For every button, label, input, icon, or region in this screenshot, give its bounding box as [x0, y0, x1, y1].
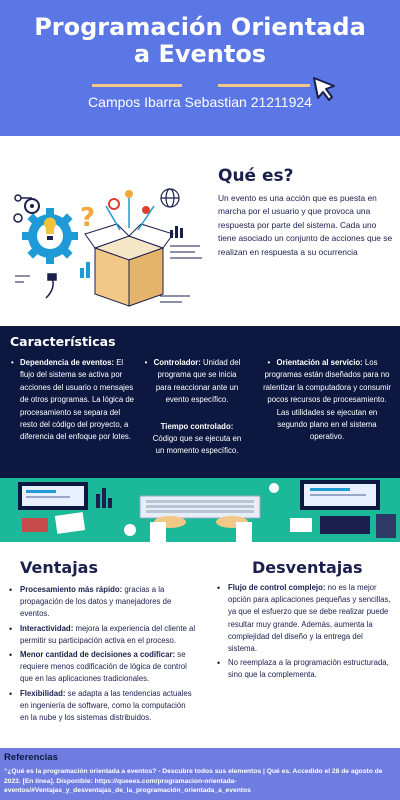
ventajas-list: [20, 584, 196, 726]
list-item: [228, 582, 392, 655]
desventaja-label: Flujo de control complejo:: [228, 583, 326, 592]
caracteristica-label: Tiempo controlado:: [160, 421, 234, 431]
svg-text:?: ?: [80, 203, 96, 233]
list-item: [228, 657, 392, 681]
referencias-title: Referencias: [4, 752, 58, 763]
ventaja-text: se requiere menos codificación de lógica de control que en las aplicaciones tradicionales.: [20, 650, 187, 684]
laptop-icon: [18, 482, 88, 510]
caracteristica-text: Código que se ejecuta en un momento específico.: [152, 434, 242, 456]
gear-icon: [22, 208, 78, 264]
ventaja-label: Interactividad:: [20, 623, 74, 633]
decorative-line-left: [92, 84, 182, 87]
workspace-banner: [0, 478, 400, 542]
desventajas-title: Desventajas: [252, 558, 363, 577]
referencias-text: “¿Qué es la programación orientada a eventos? - Descubre todos sus elementos | Qué es. Accedido el 28 de agosto de 2023. [En línea]. Disponible: https://queees.com/programacion-orientada-eventos/#Ventajas_y_desventajas_de_la_programación_orientada_a_eventos: [4, 768, 383, 795]
caracteristicas-section: [0, 326, 400, 478]
ventaja-text: gracias a la propagación de los datos y manejadores de eventos.: [20, 585, 172, 619]
monitor-icon: [300, 480, 380, 510]
ventaja-text: se adapta a las tendencias actuales en ingeniería de software, como la computación en la nube y los sistemas distribuidos.: [20, 688, 192, 723]
ventaja-text: mejora la experiencia del cliente al permitir su participación activa en el proceso.: [20, 623, 196, 645]
title-line-1: Programación Orientada: [34, 13, 366, 41]
event-illustration: [10, 176, 210, 316]
ventaja-label: Menor cantidad de decisiones a codificar:: [20, 650, 176, 660]
que-es-text: Un evento es una acción que es puesta en marcha por el usuario y que provoca una respuesta por parte del sistema. Cada uno tiene asociado un conjunto de acciones que se realizan en respuesta a su ocurrencia: [218, 193, 393, 257]
ventaja-label: Procesamiento más rápido:: [20, 585, 123, 594]
caracteristica-text: Unidad del programa que se inicia para reaccionar ante un evento específico.: [155, 358, 241, 405]
author-name: Campos Ibarra Sebastian 21211924: [88, 94, 312, 110]
desventaja-text: no es la mejor opción para aplicaciones pequeñas y sencillas, ya que el esfuerzo que se debe realizar puede resultar muy grande. Además, aumenta la complejidad del diseño y la entrega del sistema.: [228, 583, 391, 654]
caracteristicas-title: Características: [10, 334, 116, 349]
list-item: [20, 688, 196, 725]
referencias-section: [0, 748, 400, 800]
caracteristica-text: Los programas están diseñados para no ralentizar la computadora y consumir pocos recursos de procesamiento. Las utilidades se ejecutan en segundo plano en el sistema operativo.: [263, 358, 391, 442]
que-es-title: Qué es?: [218, 166, 294, 186]
caracteristica-text: El flujo del sistema se activa por acciones del usuario o mensajes de otros programas. La lógica de procesamiento se separa del resto del código del proyecto, a diferencia del enfoque por lotes.: [20, 358, 134, 442]
ventajas-title: Ventajas: [20, 558, 98, 577]
title-line-2: a Eventos: [133, 40, 267, 68]
caracteristica-label: Dependencia de eventos:: [20, 358, 115, 367]
desventajas-list: [228, 582, 392, 684]
caracteristica-item: [262, 357, 392, 444]
list-item: [20, 623, 196, 647]
ventajas-desventajas-section: [0, 542, 400, 748]
que-es-section: [0, 136, 400, 326]
page-title: [0, 0, 400, 68]
header: [0, 0, 400, 136]
decorative-line-right: [218, 84, 310, 87]
workspace-illustration: [0, 478, 400, 542]
caracteristica-label: Controlador:: [153, 358, 201, 367]
caracteristica-block: [150, 421, 244, 458]
desventaja-text: No reemplaza a la programación estructurada, sino que la complementa.: [228, 658, 389, 680]
list-item: [20, 584, 196, 621]
ventaja-label: Flexibilidad:: [20, 688, 66, 698]
list-item: [20, 649, 196, 686]
caracteristica-label: Orientación al servicio:: [276, 358, 363, 367]
caracteristica-item: [20, 357, 134, 444]
caracteristica-block: [154, 358, 241, 404]
caracteristica-item: [150, 357, 244, 458]
